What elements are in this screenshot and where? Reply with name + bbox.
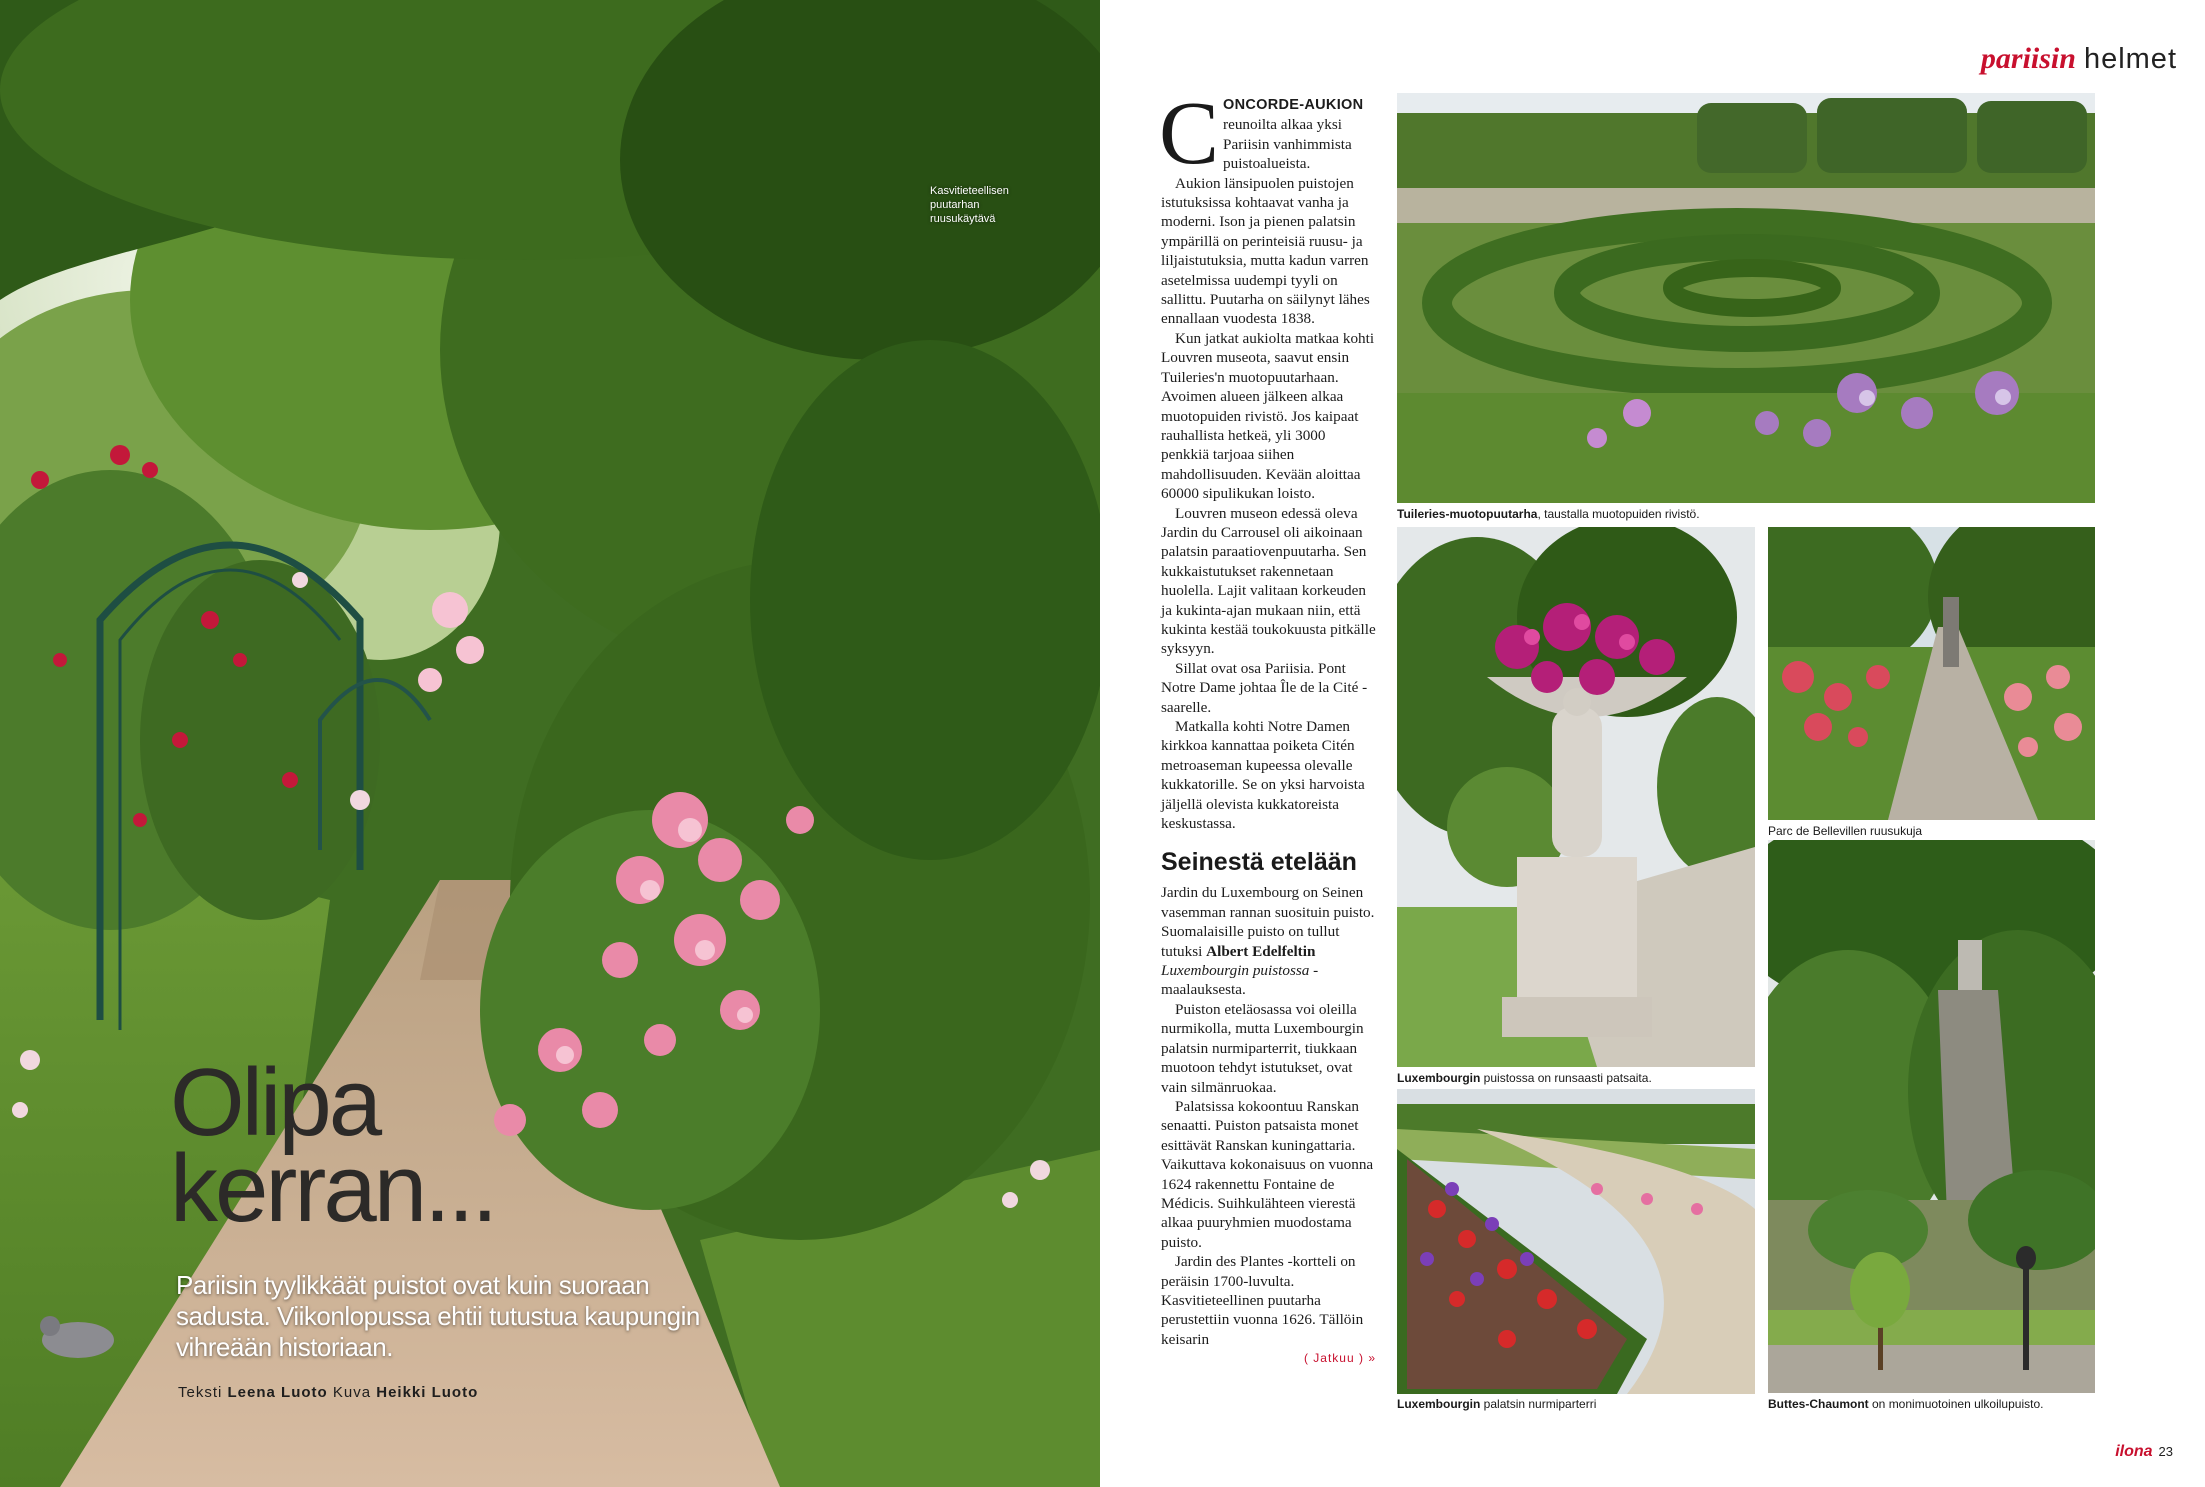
byline-text-label: Teksti [178, 1384, 223, 1401]
page-number: 23 [2158, 1444, 2173, 1459]
headline [170, 1049, 496, 1242]
buttes-chaumont-photo [1768, 840, 2095, 1393]
luxembourg-statue-caption [1397, 1071, 1652, 1085]
caption-bold: Tuileries-muotopuutarha [1397, 507, 1538, 521]
cover-photo-page [0, 0, 1100, 1487]
section-brand: pariisin [1980, 42, 2076, 75]
continue-link[interactable]: ( Jatkuu ) » [1303, 1351, 1376, 1366]
article-paragraph: Palatsissa kokoontuu Ranskan senaatti. Puiston patsaista monet esittävät Ranskan kuningattaria. Vaikuttava kokonaisuus on vuonna 1624 rakennettu Fontaine de Médicis. Suihkulähteen vierestä alkaa puuryhmien muodostama puisto. [1161, 1097, 1374, 1251]
caption-text: puistossa on runsaasti patsaita. [1480, 1071, 1652, 1085]
article-paragraph: Puiston eteläosassa voi oleilla nurmikolla, mutta Luxembourgin palatsin nurmiparterrit, tiukkaan muotoon tehdyt istutukset, ovat vain silmänruokaa. [1161, 1000, 1364, 1096]
buttes-chaumont-caption [1768, 1397, 2043, 1411]
caption-bold: Luxembourgin [1397, 1397, 1481, 1411]
caption-bold: Buttes-Chaumont [1768, 1397, 1869, 1411]
painting-title: Luxembourgin puistossa [1161, 962, 1310, 980]
article-paragraph: Aukion länsipuolen puistojen istutuksissa kohtaavat vanha ja moderni. Ison ja pienen palatsin ympärillä on perinteisiä ruusu- ja liljaistutuksia, mutta kadun varren asetelmissa uudempi tyyli on sallittu. Puutarha on säilynyt lähes ennallaan vuodesta 1838. [1161, 174, 1370, 328]
article-paragraph [1159, 84, 1376, 183]
paragraph-text: -maalauksesta. [1161, 962, 1319, 999]
article-paragraph [1161, 883, 1376, 999]
headline-line-1: Olipa [170, 1049, 380, 1156]
subheading: Seinestä etelään [1161, 848, 1357, 877]
tuileries-caption [1397, 507, 1700, 521]
luxembourg-statue-photo [1397, 527, 1755, 1067]
paragraph-text: Jardin du Luxembourg on Seinen vasemman rannan suosituin puisto. Suomalaisille puisto on tullut tutuksi [1161, 884, 1375, 960]
article-paragraph: Jardin des Plantes -kortteli on peräisin 1700-luvulta. Kasvitieteellinen puutarha perustettiin vuonna 1626. Tällöin keisarin [1161, 1253, 1364, 1348]
article-body [1159, 84, 1376, 1369]
section-header [1981, 42, 2177, 76]
caption-text: , taustalla muotopuiden rivistö. [1537, 507, 1700, 521]
lead-caps: ONCORDE-AUKION [1223, 97, 1364, 113]
article-paragraph: Louvren museon edessä oleva Jardin du Carrousel oli aikoinaan palatsin paraatiovenpuutarha. Sen kukkaistutukset rakennetaan huolella. Lajit valitaan korkeuden ja kukinta-ajan mukaan niin, että kukinta kestää toukokuusta pitkälle syksyyn. [1161, 504, 1376, 658]
caption-text: palatsin nurmiparterri [1480, 1397, 1597, 1411]
section-word: helmet [2083, 43, 2177, 75]
byline-photo-label: Kuva [332, 1384, 372, 1401]
belleville-photo [1768, 527, 2095, 820]
tuileries-photo [1397, 93, 2095, 503]
article-paragraph: Sillat ovat osa Pariisia. Pont Notre Dame johtaa Île de la Cité -saarelle. [1161, 659, 1368, 716]
luxembourg-parterre-caption [1397, 1397, 1596, 1411]
byline-writer: Leena Luoto [227, 1384, 328, 1401]
caption-text: on monimuotoinen ulkoilupuisto. [1868, 1397, 2044, 1411]
byline [178, 1384, 478, 1401]
drop-cap: C [1159, 84, 1220, 183]
photo-caption: Kasvitieteellisen puutarhan ruusukäytävä [930, 185, 1009, 225]
paragraph-text: reunoilta alkaa yksi Pariisin vanhimmista puistoalueista. [1223, 116, 1352, 173]
lead-paragraph: Pariisin tyylikkäät puistot ovat kuin suoraan sadusta. Viikonlopussa ehtii tutustua kaupungin vihreään historiaan. [176, 1270, 700, 1362]
luxembourg-parterre-photo [1397, 1089, 1755, 1394]
belleville-caption: Parc de Bellevillen ruusukuja [1768, 824, 1923, 838]
byline-photographer: Heikki Luoto [376, 1384, 479, 1401]
caption-bold: Luxembourgin [1397, 1071, 1481, 1085]
headline-line-2: kerran... [170, 1135, 496, 1242]
article-paragraph: Kun jatkat aukiolta matkaa kohti Louvren museota, saavut ensin Tuileries'n muotopuutarhaan. Avoimen alueen jälkeen alkaa muotopuiden rivistö. Jos kaipaat rauhallista hetkeä, yli 3000 penkkiä tarjoaa siihen mahdollisuuden. Kevään aloittaa 60000 sipulikukan loisto. [1161, 329, 1375, 503]
article-page [1105, 0, 2205, 1487]
page-footer [2115, 1443, 2173, 1461]
article-paragraph: Matkalla kohti Notre Damen kirkkoa kannattaa poiketa Citén metroaseman kupeessa olevalle kukkatorille. Se on yksi harvoista jäljellä olevista kukkatoreista keskustassa. [1161, 718, 1365, 833]
magazine-logo: ilona [2115, 1443, 2153, 1460]
painter-name: Albert Edelfeltin [1206, 942, 1316, 960]
